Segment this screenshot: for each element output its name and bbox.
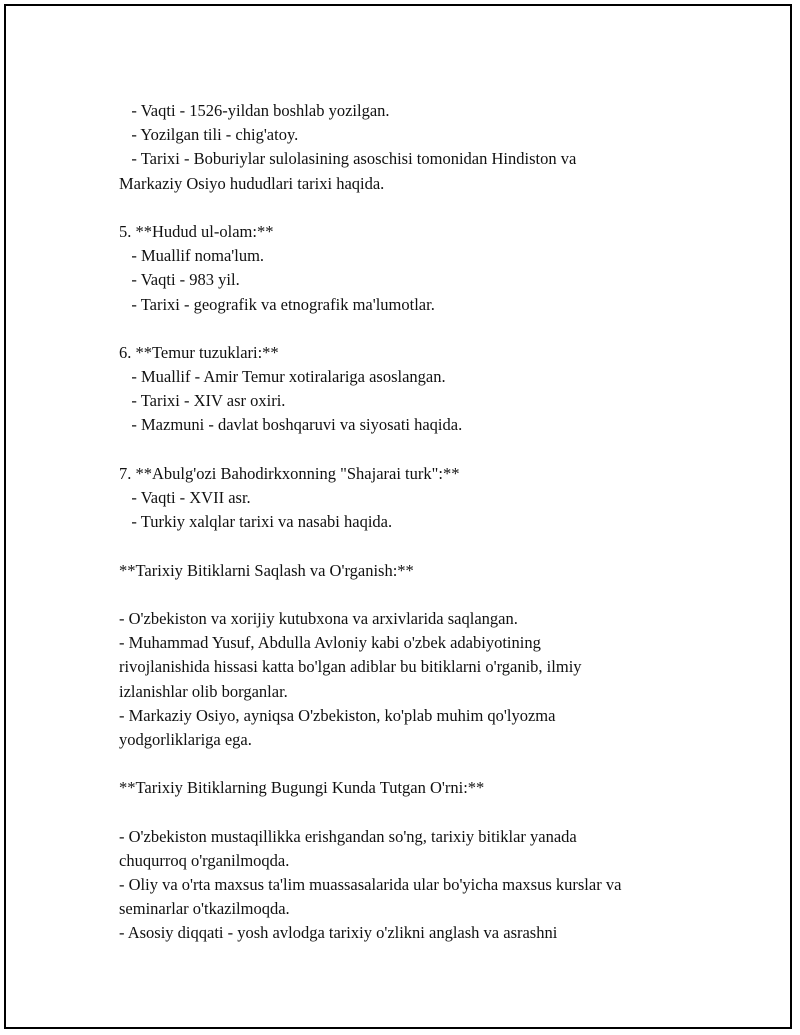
blank-line: [119, 583, 719, 607]
document-text: [119, 99, 719, 946]
text-line: **Tarixiy Bitiklarning Bugungi Kunda Tutgan O'rni:**: [119, 778, 485, 798]
text-line: - Tarixi - XIV asr oxiri.: [119, 391, 286, 411]
text-line: - Vaqti - 983 yil.: [119, 270, 240, 290]
text-line: - Markaziy Osiyo, ayniqsa O'zbekiston, ko'plab muhim qo'lyozma: [119, 705, 556, 725]
text-line: - Vaqti - XVII asr.: [119, 488, 251, 507]
text-line: - Muallif - Amir Temur xotiralariga asoslangan.: [119, 367, 446, 387]
text-line: - Tarixi - Boburiylar sulolasining asoschisi tomonidan Hindiston va: [119, 149, 577, 169]
text-line: rivojlanishida hissasi katta bo'lgan adiblar bu bitiklarni o'rganib, ilmiy: [119, 657, 582, 677]
blank-line: [119, 438, 719, 462]
text-line: - Mazmuni - davlat boshqaruvi va siyosati haqida.: [119, 415, 463, 435]
text-line: chuqurroq o'rganilmoqda.: [119, 850, 290, 870]
text-line: izlanishlar olib borganlar.: [119, 681, 288, 701]
text-line: yodgorliklariga ega.: [119, 729, 252, 749]
text-line: Markaziy Osiyo hududlari tarixi haqida.: [119, 173, 385, 193]
text-line: 6. **Temur tuzuklari:**: [119, 342, 279, 362]
text-line: - Tarixi - geografik va etnografik ma'lumotlar.: [119, 294, 435, 314]
blank-line: [119, 534, 719, 558]
blank-line: [119, 800, 719, 824]
text-line: - Muhammad Yusuf, Abdulla Avloniy kabi o'zbek adabiyotining: [119, 633, 541, 653]
document-page: [4, 4, 792, 1029]
text-line: seminarlar o'tkazilmoqda.: [119, 899, 290, 919]
text-line: 5. **Hudud ul-olam:**: [119, 221, 274, 241]
text-line: - Turkiy xalqlar tarixi va nasabi haqida.: [119, 512, 393, 532]
text-line: - Muallif noma'lum.: [119, 246, 265, 266]
text-line: - O'zbekiston mustaqillikka erishgandan so'ng, tarixiy bitiklar yanada: [119, 826, 577, 846]
text-line: **Tarixiy Bitiklarni Saqlash va O'rganish:**: [119, 560, 414, 580]
text-line: 7. **Abulg'ozi Bahodirkxonning "Shajarai turk":**: [119, 463, 460, 483]
text-line: - Oliy va o'rta maxsus ta'lim muassasalarida ular bo'yicha maxsus kurslar va: [119, 875, 622, 894]
blank-line: [119, 196, 719, 220]
blank-line: [119, 317, 719, 341]
text-line: - Asosiy diqqati - yosh avlodga tarixiy o'zlikni anglash va asrashni: [119, 923, 558, 943]
text-line: - O'zbekiston va xorijiy kutubxona va arxivlarida saqlangan.: [119, 608, 518, 628]
blank-line: [119, 752, 719, 776]
text-line: - Vaqti - 1526-yildan boshlab yozilgan.: [119, 101, 390, 120]
text-line: - Yozilgan tili - chig'atoy.: [119, 125, 299, 145]
